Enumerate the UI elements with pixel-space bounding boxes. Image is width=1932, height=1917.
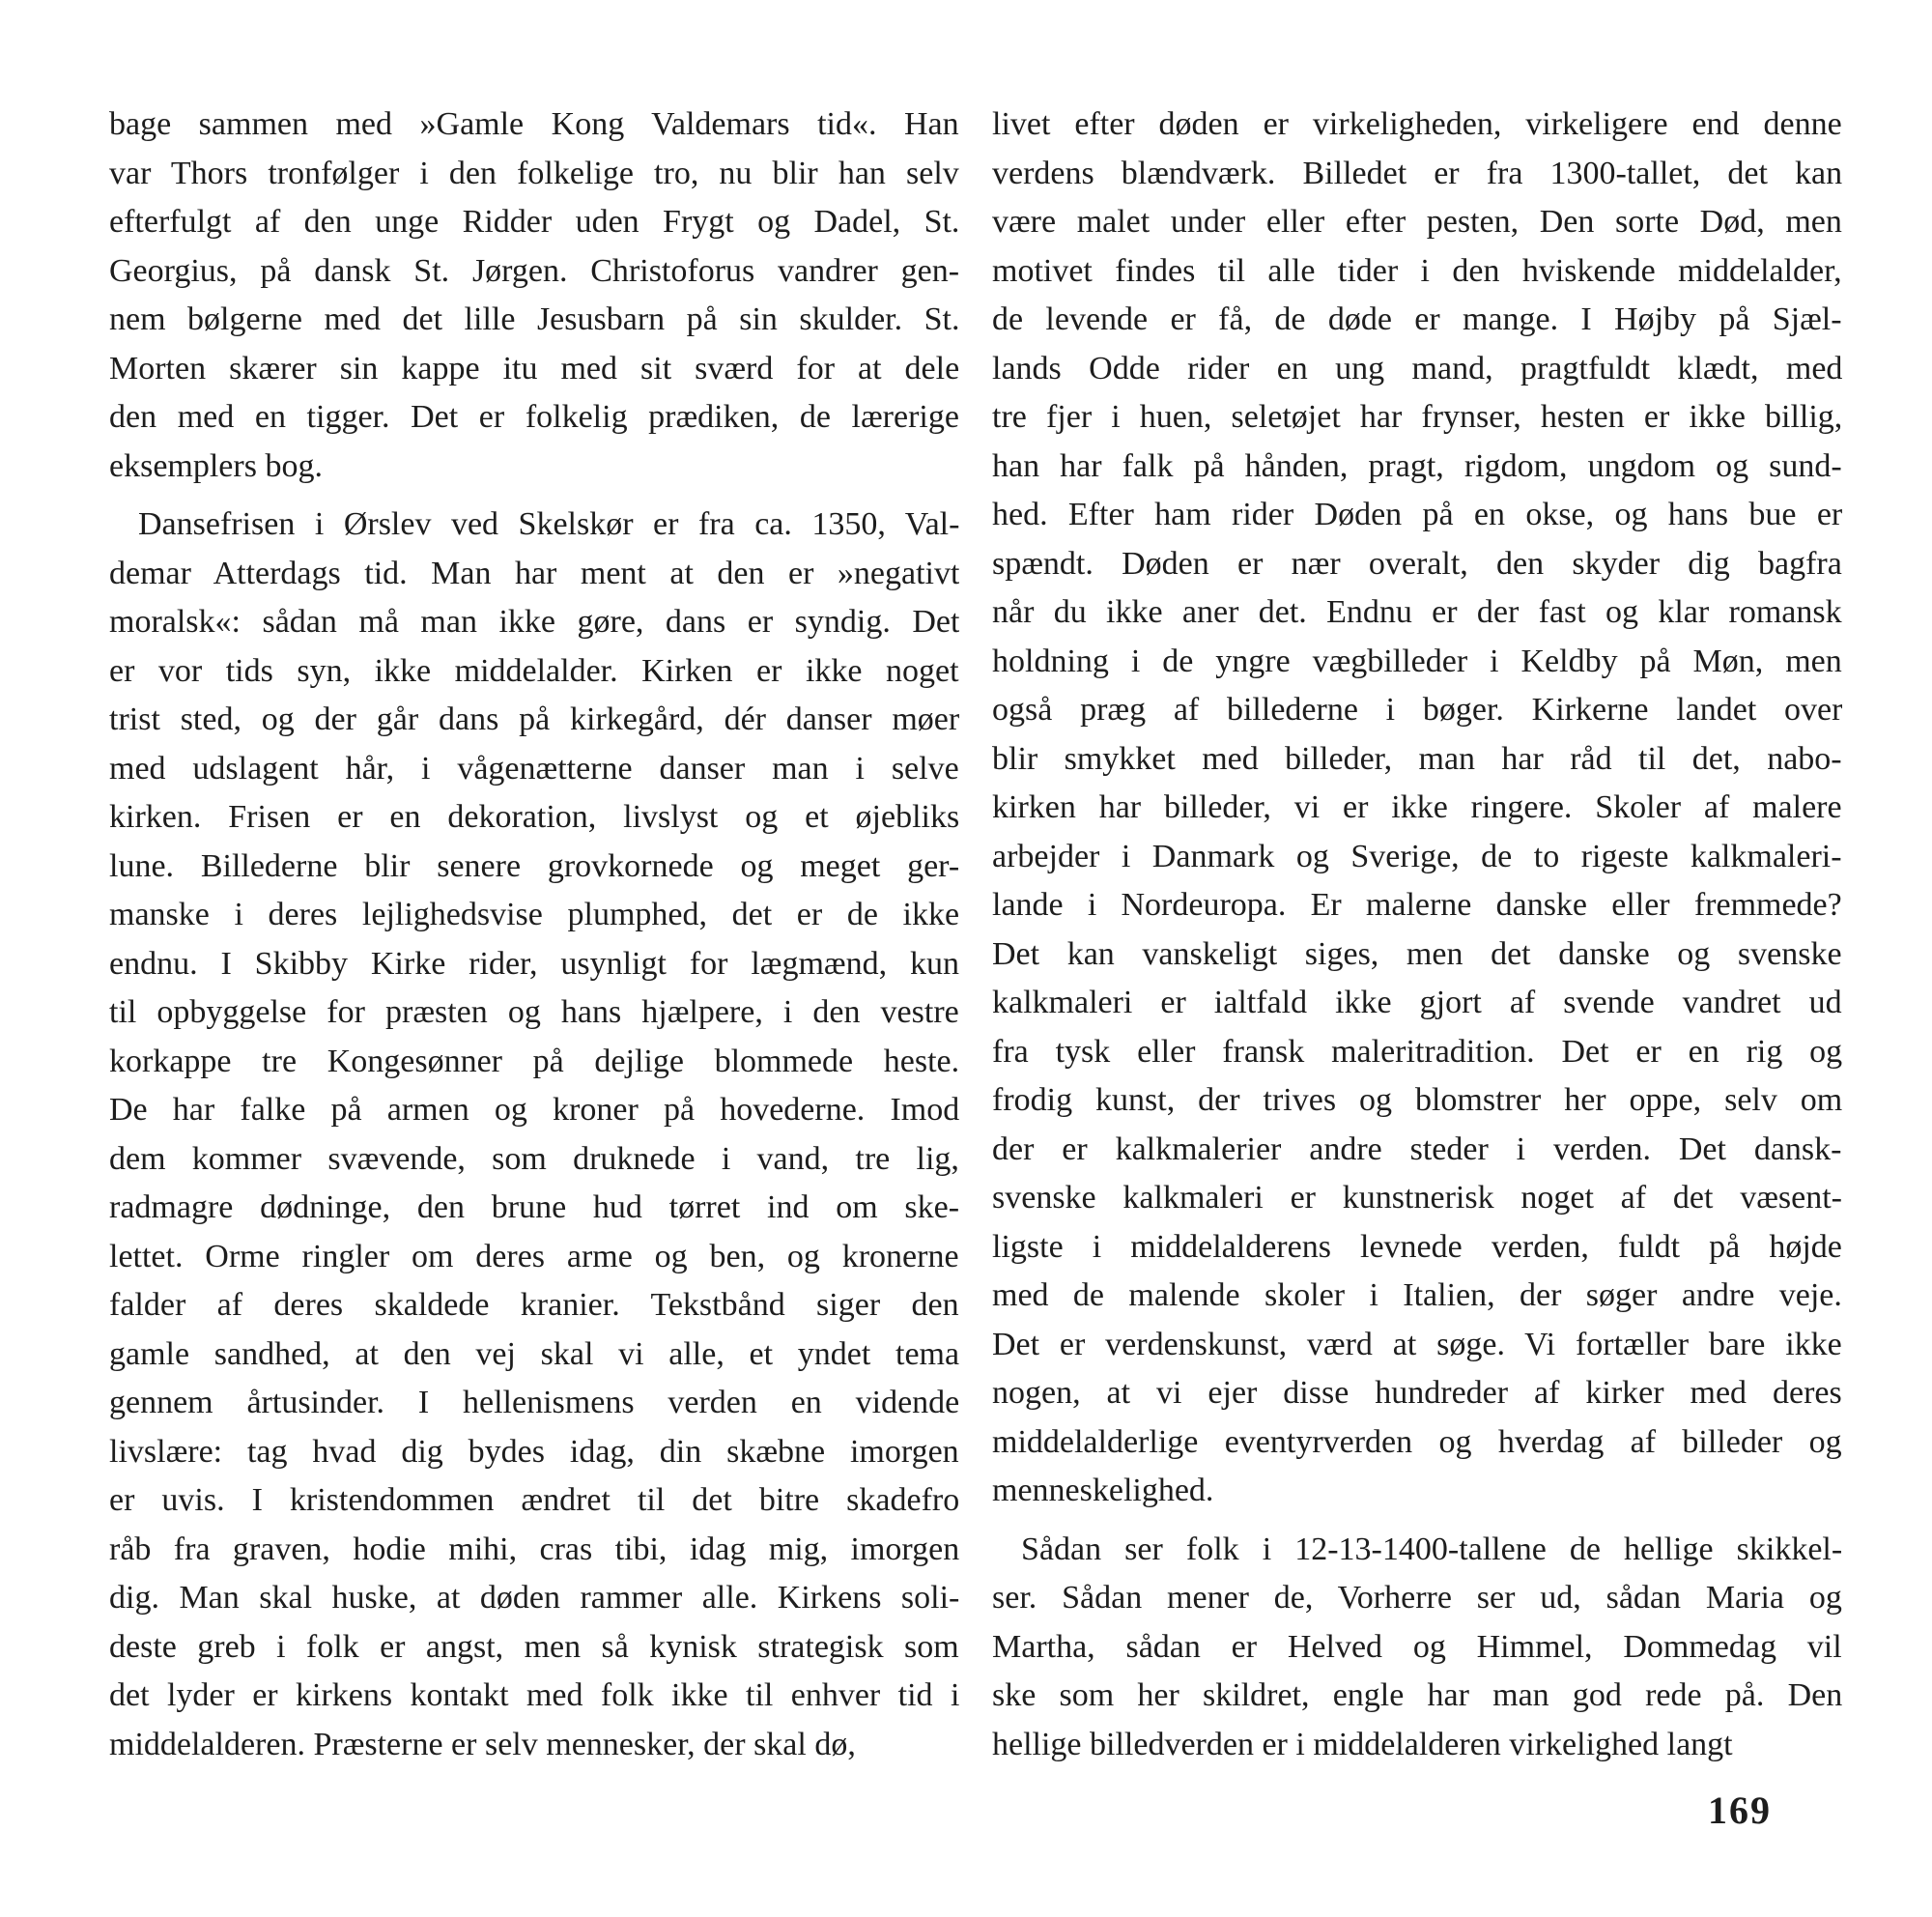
text-line: med de malende skoler i Italien, der søger andre veje. [992, 1277, 1842, 1313]
text-line: deste greb i folk er angst, men så kynisk strategisk som [109, 1628, 959, 1665]
paragraph [992, 100, 1842, 1516]
text-line: var Thors tronfølger i den folkelige tro, nu blir han selv [109, 155, 959, 191]
page-number: 169 [1708, 1788, 1772, 1832]
text-line: blir smykket med billeder, man har råd til det, nabo- [992, 740, 1842, 777]
text-line: livet efter døden er virkeligheden, virkeligere end denne [992, 106, 1842, 142]
text-line: Martha, sådan er Helved og Himmel, Dommedag vil [992, 1628, 1842, 1665]
text-line: spændt. Døden er nær overalt, den skyder dig bagfra [992, 545, 1842, 582]
text-line: Det er verdenskunst, værd at søge. Vi fortæller bare ikke [992, 1326, 1842, 1362]
text-line: moralsk«: sådan må man ikke gøre, dans er syndig. Det [109, 604, 959, 640]
paragraph [992, 1526, 1842, 1770]
text-line: falder af deres skaldede kranier. Tekstbånd siger den [109, 1287, 959, 1323]
text-line: kalkmaleri er ialtfald ikke gjort af svende vandret ud [992, 985, 1842, 1020]
text-line: trist sted, og der går dans på kirkegård, dér danser møer [109, 701, 959, 737]
text-line: han har falk på hånden, pragt, rigdom, ungdom og sund- [992, 447, 1842, 484]
text-line: hed. Efter ham rider Døden på en okse, og hans bue er [992, 497, 1842, 532]
text-line: Dansefrisen i Ørslev ved Skelskør er fra ca. 1350, Val- [138, 506, 959, 542]
text-line: verdens blændværk. Billedet er fra 1300-tallet, det kan [992, 155, 1842, 191]
text-line: livslære: tag hvad dig bydes idag, din skæbne imorgen [109, 1433, 959, 1470]
text-line: holdning i de yngre vægbilleder i Keldby på Møn, men [992, 643, 1842, 679]
text-line: middelalderlige eventyrverden og hverdag af billeder og [992, 1423, 1842, 1460]
paragraph [109, 501, 959, 1769]
text-line: fra tysk eller fransk maleritradition. Det er en rig og [992, 1033, 1842, 1070]
text-line: efterfulgt af den unge Ridder uden Frygt og Dadel, St. [109, 204, 959, 240]
text-line: Morten skærer sin kappe itu med sit sværd for at dele [109, 350, 959, 386]
text-line: middelalderen. Præsterne er selv mennesker, der skal dø, [109, 1726, 856, 1762]
text-line: der er kalkmalerier andre steder i verden. Det dansk- [992, 1130, 1842, 1167]
text-line: Sådan ser folk i 12-13-1400-tallene de hellige skikkel- [1021, 1531, 1842, 1567]
text-line: når du ikke aner det. Endnu er der fast og klar romansk [992, 594, 1842, 630]
text-line: korkappe tre Kongesønner på dejlige blommede heste. [109, 1043, 959, 1079]
text-line: råb fra graven, hodie mihi, cras tibi, idag mig, imorgen [109, 1531, 959, 1567]
text-line: nogen, at vi ejer disse hundreder af kirker med deres [992, 1375, 1842, 1411]
text-line: dig. Man skal huske, at døden rammer alle. Kirkens soli- [109, 1580, 959, 1616]
text-line: Det kan vanskeligt siges, men det danske og svenske [992, 935, 1842, 972]
text-line: Georgius, på dansk St. Jørgen. Christoforus vandrer gen- [109, 252, 959, 289]
text-line: lands Odde rider en ung mand, pragtfuldt klædt, med [992, 350, 1842, 386]
text-line: lune. Billederne blir senere grovkornede og meget ger- [109, 847, 959, 884]
text-line: lettet. Orme ringler om deres arme og ben, og kronerne [109, 1238, 959, 1274]
text-line: det lyder er kirkens kontakt med folk ikke til enhver tid i [109, 1677, 959, 1713]
text-line: demar Atterdags tid. Man har ment at den er »negativt [109, 555, 959, 591]
text-line: er uvis. I kristendommen ændret til det bitre skadefro [109, 1482, 959, 1518]
right-text-column [992, 100, 1842, 1769]
text-line: dem kommer svævende, som druknede i vand, tre lig, [109, 1140, 959, 1177]
text-line: frodig kunst, der trives og blomstrer her oppe, selv om [992, 1082, 1842, 1118]
text-line: ske som her skildret, engle har man god rede på. Den [992, 1677, 1842, 1713]
text-line: svenske kalkmaleri er kunstnerisk noget af det væsent- [992, 1180, 1842, 1216]
text-line: den med en tigger. Det er folkelig prædiken, de lærerige [109, 399, 959, 435]
text-line: menneskelighed. [992, 1473, 1214, 1508]
text-line: gamle sandhed, at den vej skal vi alle, et yndet tema [109, 1335, 959, 1372]
text-line: De har falke på armen og kroner på hovederne. Imod [109, 1092, 959, 1128]
paragraph [109, 100, 959, 491]
text-line: eksemplers bog. [109, 447, 323, 484]
text-line: endnu. I Skibby Kirke rider, usynligt for lægmænd, kun [109, 945, 959, 982]
text-line: nem bølgerne med det lille Jesusbarn på sin skulder. St. [109, 301, 959, 337]
text-line: til opbyggelse for præsten og hans hjælpere, i den vestre [109, 994, 959, 1030]
text-line: bage sammen med »Gamle Kong Valdemars tid«. Han [109, 106, 959, 142]
text-line: hellige billedverden er i middelalderen virkelighed langt [992, 1726, 1733, 1762]
text-line: med udslagent hår, i vågenætterne danser man i selve [109, 750, 959, 787]
text-line: manske i deres lejlighedsvise plumphed, det er de ikke [109, 897, 959, 932]
text-line: ser. Sådan mener de, Vorherre ser ud, sådan Maria og [992, 1580, 1842, 1616]
text-line: være malet under eller efter pesten, Den sorte Død, men [992, 204, 1842, 240]
text-line: radmagre dødninge, den brune hud tørret ind om ske- [109, 1189, 959, 1225]
text-line: gennem årtusinder. I hellenismens verden en vidende [109, 1385, 959, 1420]
text-line: ligste i middelalderens levnede verden, fuldt på højde [992, 1228, 1842, 1265]
left-text-column [109, 100, 959, 1769]
text-line: er vor tids syn, ikke middelalder. Kirken er ikke noget [109, 652, 959, 689]
text-line: lande i Nordeuropa. Er malerne danske eller fremmede? [992, 887, 1842, 923]
text-line: motivet findes til alle tider i den hviskende middelalder, [992, 252, 1842, 289]
text-line: kirken har billeder, vi er ikke ringere. Skoler af malere [992, 789, 1842, 825]
text-line: arbejder i Danmark og Sverige, de to rigeste kalkmaleri- [992, 838, 1842, 874]
text-line: de levende er få, de døde er mange. I Højby på Sjæl- [992, 301, 1842, 337]
text-line: også præg af billederne i bøger. Kirkerne landet over [992, 692, 1842, 728]
text-line: kirken. Frisen er en dekoration, livslyst og et øjebliks [109, 799, 959, 835]
text-line: tre fjer i huen, seletøjet har frynser, hesten er ikke billig, [992, 399, 1842, 435]
